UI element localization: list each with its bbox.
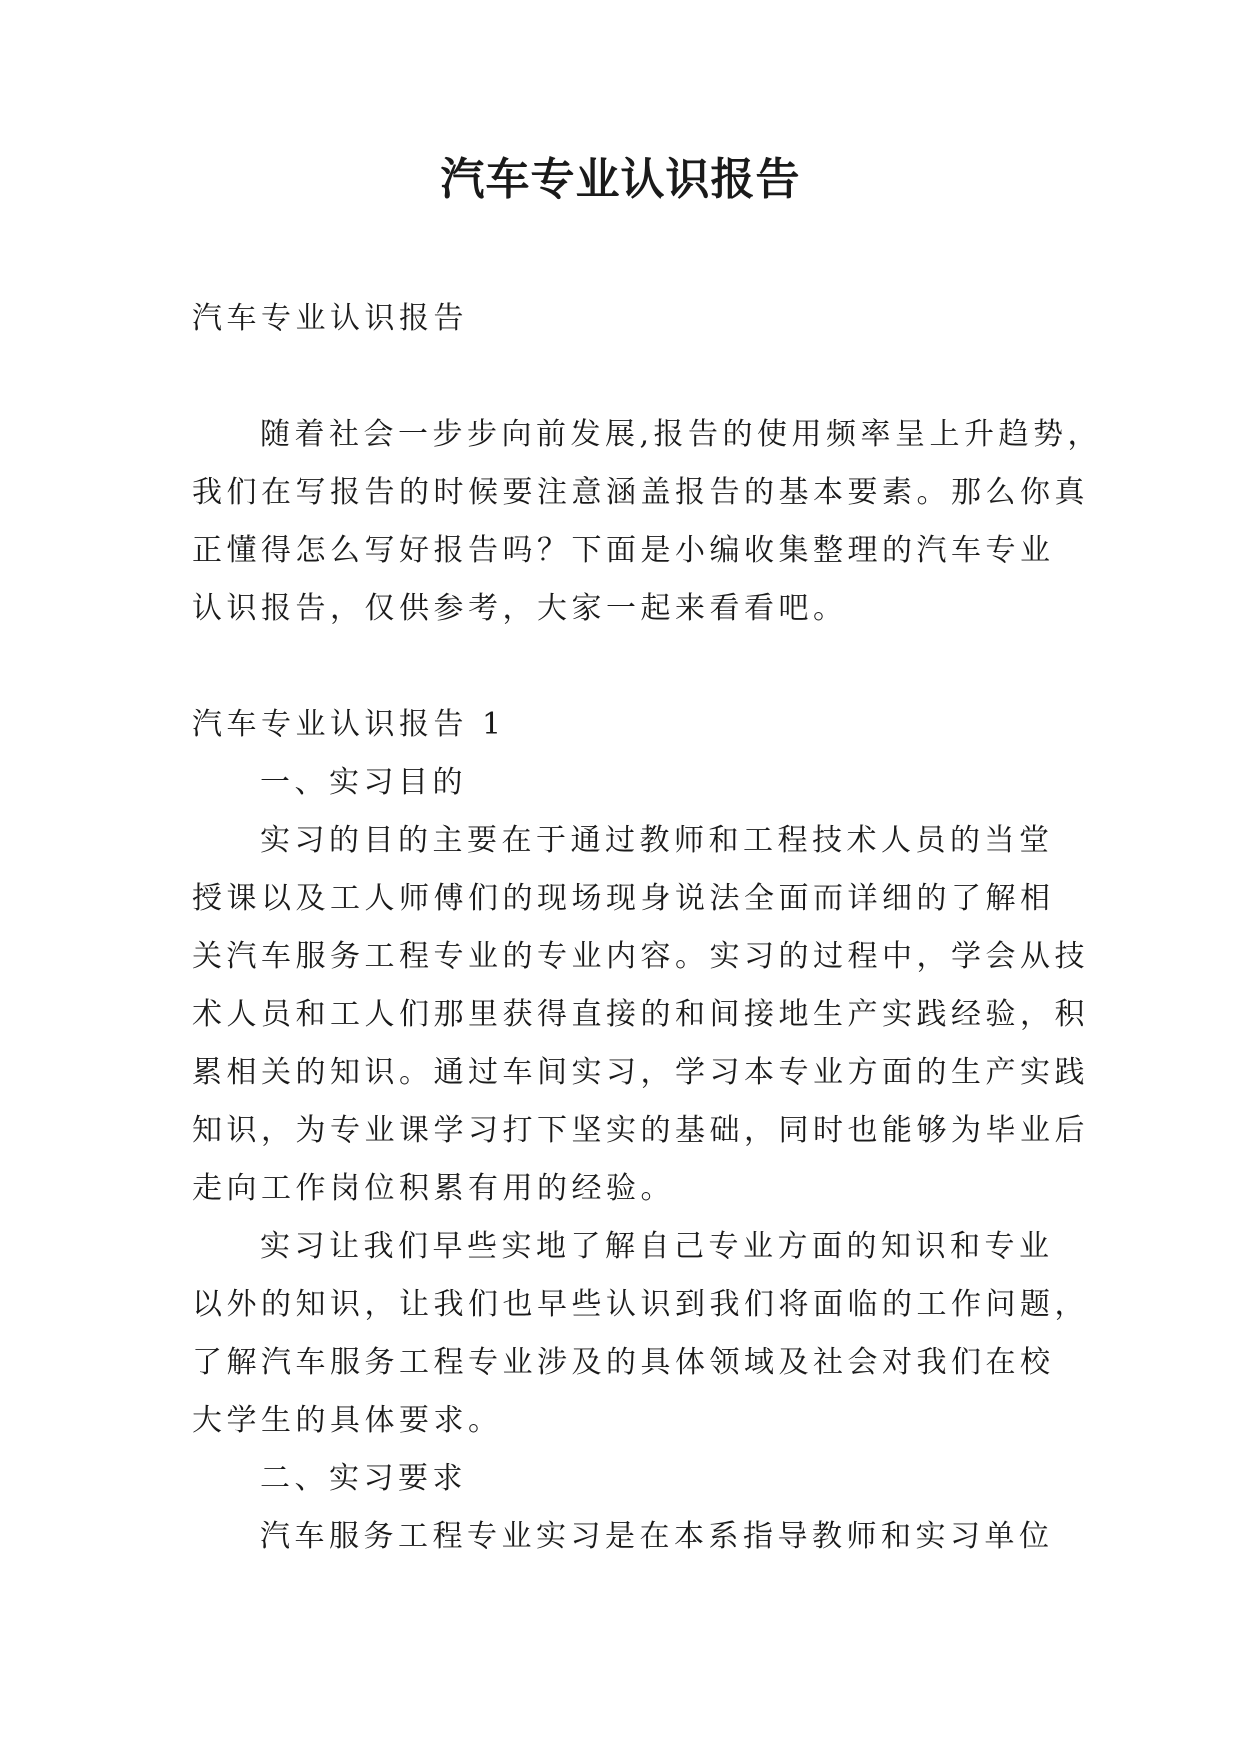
paragraph-line: 正懂得怎么写好报告吗？下面是小编收集整理的汽车专业: [192, 533, 1055, 568]
document-subtitle: 汽车专业认识报告: [192, 301, 468, 336]
document-title: 汽车专业认识报告: [440, 154, 801, 205]
paragraph-line: 实习的目的主要在于通过教师和工程技术人员的当堂: [260, 823, 1054, 858]
paragraph-line: 汽车服务工程专业实习是在本系指导教师和实习单位: [260, 1519, 1054, 1554]
paragraph-line: 以外的知识，让我们也早些认识到我们将面临的工作问题，: [192, 1287, 1089, 1322]
paragraph-line: 术人员和工人们那里获得直接的和间接地生产实践经验，积: [192, 997, 1089, 1032]
paragraph-line: 累相关的知识。通过车间实习，学习本专业方面的生产实践: [192, 1055, 1089, 1090]
section2-paragraph-1: [192, 1508, 1054, 1566]
spacer: [192, 348, 1054, 406]
section1-paragraph-1: [192, 812, 1089, 1218]
paragraph-line: 实习让我们早些实地了解自己专业方面的知识和专业: [260, 1229, 1054, 1264]
report-heading: 汽车专业认识报告 1: [192, 707, 506, 742]
paragraph-line: 认识报告，仅供参考，大家一起来看看吧。: [192, 591, 848, 626]
section-heading-requirements: 二、实习要求: [260, 1461, 467, 1496]
paragraph-line: 了解汽车服务工程专业涉及的具体领域及社会对我们在校: [192, 1345, 1055, 1380]
section1-paragraph-2: [192, 1218, 1089, 1450]
paragraph-line: 知识，为专业课学习打下坚实的基础，同时也能够为毕业后: [192, 1113, 1089, 1148]
spacer: [192, 638, 1054, 696]
paragraph-line: 我们在写报告的时候要注意涵盖报告的基本要素。那么你真: [192, 475, 1089, 510]
paragraph-line: 授课以及工人师傅们的现场现身说法全面而详细的了解相: [192, 881, 1055, 916]
paragraph-line: 走向工作岗位积累有用的经验。: [192, 1171, 675, 1206]
section-heading-purpose: 一、实习目的: [260, 765, 467, 800]
paragraph-line: 大学生的具体要求。: [192, 1403, 503, 1438]
paragraph-line: 关汽车服务工程专业的专业内容。实习的过程中，学会从技: [192, 939, 1089, 974]
intro-paragraph: [192, 406, 1103, 638]
paragraph-line: 随着社会一步步向前发展,报告的使用频率呈上升趋势，: [260, 417, 1103, 452]
document-body: [192, 290, 1103, 1566]
